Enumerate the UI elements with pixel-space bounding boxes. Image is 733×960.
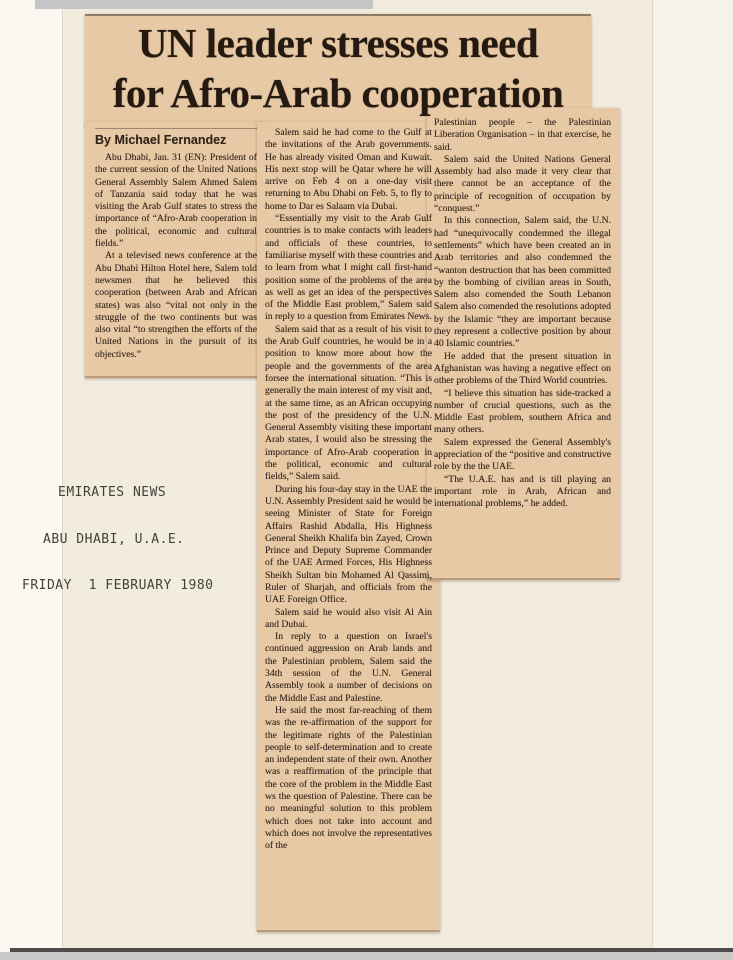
paragraph: Abu Dhabi, Jan. 31 (EN): President of the current session of the United Nations General Assembly Salem Ahmed Salem of Tanzania said today that he was visiting the Arab Gulf states to stress the importance of “Afro-Arab cooperation in the political, economic and cultural fields.”	[95, 152, 257, 250]
article-column-3	[434, 117, 611, 575]
stamp-location: ABU DHABI, U.A.E.	[43, 531, 185, 547]
paragraph: He said the most far-reaching of them was the re-affirmation of the support for the legitimate rights of the Palestinian people to self-determination and to create an independent state of their own. Another was a reaffirmation of the principle that the core of the problem in the Middle East ws the question of Palestine. There can be no meaningful solution to this problem which does not take into account and which does not involve the representatives of the	[265, 704, 432, 852]
article-column-1	[95, 152, 257, 372]
paragraph: Salem said the United Nations General Assembly had also made it very clear that there cannot be an acceptance of the principle of recognition of occupation by “conquest.”	[434, 153, 611, 215]
article-column-2	[265, 127, 432, 927]
stamp-date: FRIDAY 1 FEBRUARY 1980	[22, 578, 214, 593]
paragraph: Salem said that as a result of his visit to the Arab Gulf countries, he would be in a position to know more about how the people and the governments of the area forsee the international situation. “This is generally the main interest of my visit and, at the same time, as an African occupying the post of the presidency of the U.N. General Assembly visiting these important Arab states, I would also be stressing the importance of Afro-Arab cooperation in the political, economic and cultural fields,” Salem said.	[265, 323, 432, 483]
scan-edge-top	[35, 0, 373, 9]
page-right-fold	[652, 0, 733, 960]
paragraph: In reply to a question on Israel's continued aggression on Arab lands and the Palestinian problem, Salem said the 34th session of the U.N. General Assembly took a number of decisions on the Middle East and Palestine.	[265, 631, 432, 704]
paragraph: During his four-day stay in the UAE the U.N. Assembly President said he would be seeing Minister of State for Foreign Affairs Rashid Abdalla, His Highness General Sheikh Khalifa bin Zayed, Crown Prince and Deputy Supreme Commander of the UAE Armed Forces, His Highness Sheikh Sultan bin Mohamed Al Qassimi, Ruler of Sharjah, and officials from the UAE Foreign Office.	[265, 483, 432, 606]
headline-line-1: UN leader stresses need	[137, 20, 539, 66]
paragraph: Salem said he would also visit Al Ain and Dubai.	[265, 606, 432, 630]
paragraph: “Essentially my visit to the Arab Gulf countries is to make contacts with leaders and officials of these countries, to familiarise myself with these countries and to learn from what I might call first-hand position some of the problems of the area as well as get an idea of the perspectives of the Middle East problem,” Salem said in reply to a question from Emirates News.	[265, 213, 432, 323]
typewritten-stamp	[22, 454, 214, 609]
stamp-publication: EMIRATES NEWS	[58, 485, 167, 500]
paragraph: “I believe this situation has side-tracked a number of crucial questions, such as the Middle East problem, southern Africa and many others.	[434, 387, 611, 436]
paragraph: Palestinian people – the Palestinian Liberation Organisation – in that exercise, he said.	[434, 117, 611, 153]
paragraph: In this connection, Salem said, the U.N. had “unequivocally condemned the illegal settlements” which have been created an in Arab territories and also condemned the “wanton destruction that has been committed by the bombing of civilian areas in South, Salem also comended the South Lebanon Salem also comended the resolutions adopted by the Islamic “they are important because they represent a collective position by about 40 Islamic countries.”	[434, 215, 611, 350]
article-headline	[88, 18, 588, 122]
headline-line-2: for Afro-Arab cooperation	[112, 70, 564, 116]
paragraph: Salem expressed the General Assembly's appreciation of the “positive and constructive role by the the UAE.	[434, 436, 611, 473]
scan-edge-bottom	[0, 952, 733, 960]
article-byline: By Michael Fernandez	[95, 128, 257, 147]
paragraph: He added that the present situation in Afghanistan was having a negative effect on other problems of the Third World countries.	[434, 350, 611, 387]
paragraph: “The U.A.E. has and is till playing an important role in Arab, African and international problems,” he added.	[434, 473, 611, 510]
paragraph: Salem said he had come to the Gulf at the invitations of the Arab governments. He has already visited Oman and Kuwait. His next stop will be Qatar where he will arrive on Feb 4 on a one-day visit returning to Abu Dhabi on Feb. 5, to fly to home to Dar es Salaam via Dubai.	[265, 127, 432, 212]
paragraph: At a televised news conference at the Abu Dhabi Hilton Hotel here, Salem told newsmen that he believed this cooperation (between Arab and African states) was also “vital not only in the struggle of the two continents but was also vital “to strengthen the efforts of the United Nations in the pursuit of its objectives.”	[95, 250, 257, 360]
